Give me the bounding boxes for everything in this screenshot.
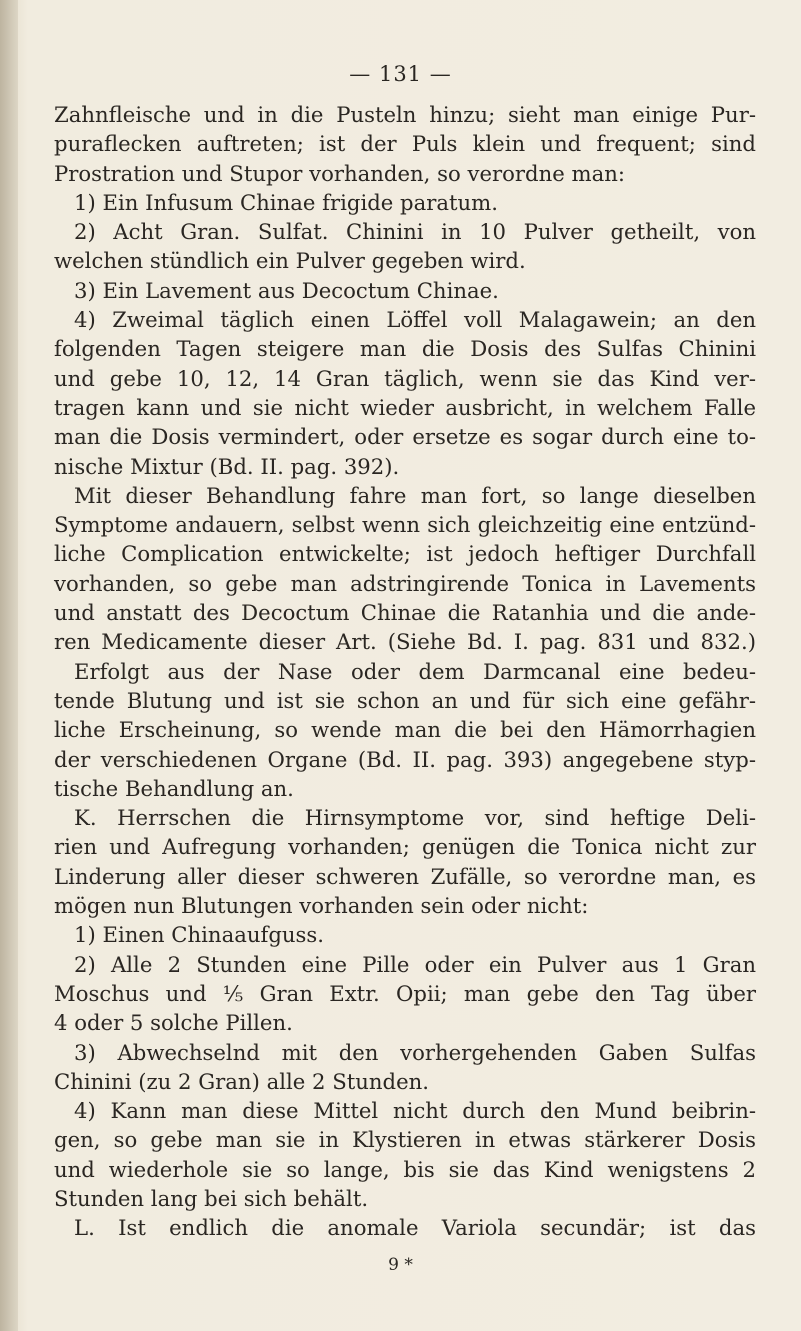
text-line: folgenden Tagen steigere man die Dosis des Sulfas Chinini bbox=[54, 336, 756, 362]
text-line: L. Ist endlich die anomale Variola secundär; ist das bbox=[74, 1215, 756, 1241]
text-line: vorhanden, so gebe man adstringirende Tonica in Lavements bbox=[54, 570, 756, 596]
text-line: Chinini (zu 2 Gran) alle 2 Stunden. bbox=[54, 1068, 430, 1094]
text-line: liche Complication entwickelte; ist jedoch heftiger Durchfall bbox=[54, 541, 756, 567]
text-line: tende Blutung und ist sie schon an und für sich eine gefähr- bbox=[54, 687, 756, 713]
text-line: und wiederhole sie so lange, bis sie das Kind wenigstens 2 bbox=[54, 1156, 756, 1182]
text-line: gen, so gebe man sie in Klystieren in etwas stärkerer Dosis bbox=[54, 1127, 756, 1153]
text-line: Symptome andauern, selbst wenn sich gleichzeitig eine entzünd- bbox=[54, 512, 756, 538]
text-line: tische Behandlung an. bbox=[54, 775, 294, 801]
text-line: ren Medicamente dieser Art. (Siehe Bd. I. pag. 831 und 832.) bbox=[54, 629, 756, 655]
text-line: Linderung aller dieser schweren Zufälle, so verordne man, es bbox=[54, 863, 756, 889]
text-line: welchen stündlich ein Pulver gegeben wird. bbox=[54, 248, 526, 274]
text-line: Prostration und Stupor vorhanden, so verordne man: bbox=[54, 160, 626, 186]
text-line: 2) Alle 2 Stunden eine Pille oder ein Pulver aus 1 Gran bbox=[74, 951, 756, 977]
text-line: 2) Acht Gran. Sulfat. Chinini in 10 Pulver getheilt, von bbox=[74, 219, 756, 245]
text-line: K. Herrschen die Hirnsymptome vor, sind heftige Deli- bbox=[74, 805, 756, 831]
text-line: man die Dosis vermindert, oder ersetze es sogar durch eine to- bbox=[54, 424, 756, 450]
page-gutter bbox=[0, 0, 18, 1331]
text-line: 1) Ein Infusum Chinae frigide paratum. bbox=[74, 189, 498, 215]
text-line: puraflecken auftreten; ist der Puls klein und frequent; sind bbox=[54, 131, 756, 157]
text-line: 3) Ein Lavement aus Decoctum Chinae. bbox=[74, 277, 499, 303]
page-number: — 131 — bbox=[349, 62, 452, 86]
text-line: 4) Zweimal täglich einen Löffel voll Malagawein; an den bbox=[74, 307, 756, 333]
text-line: Zahnfleische und in die Pusteln hinzu; sieht man einige Pur- bbox=[54, 102, 756, 127]
text-line: und anstatt des Decoctum Chinae die Ratanhia und die ande- bbox=[54, 600, 756, 626]
text-line: Moschus und ⅕ Gran Extr. Opii; man gebe den Tag über bbox=[54, 980, 756, 1006]
text-line: 3) Abwechselnd mit den vorhergehenden Gaben Sulfas bbox=[74, 1039, 756, 1065]
text-line: und gebe 10, 12, 14 Gran täglich, wenn sie das Kind ver- bbox=[54, 365, 756, 391]
text-line: tragen kann und sie nicht wieder ausbricht, in welchem Falle bbox=[54, 394, 756, 420]
text-line: 4 oder 5 solche Pillen. bbox=[54, 1010, 293, 1036]
printer-signature: 9 * bbox=[388, 1255, 413, 1275]
text-line: rien und Aufregung vorhanden; genügen die Tonica nicht zur bbox=[54, 834, 756, 860]
text-line: liche Erscheinung, so wende man die bei den Hämorrhagien bbox=[54, 717, 756, 743]
text-line: der verschiedenen Organe (Bd. II. pag. 393) angegebene styp- bbox=[54, 746, 756, 772]
text-line: Erfolgt aus der Nase oder dem Darmcanal eine bedeu- bbox=[74, 658, 756, 684]
body-text bbox=[54, 100, 756, 1243]
text-line: 4) Kann man diese Mittel nicht durch den Mund beibrin- bbox=[74, 1098, 756, 1124]
text-line: 1) Einen Chinaaufguss. bbox=[74, 922, 325, 948]
text-line: mögen nun Blutungen vorhanden sein oder nicht: bbox=[54, 893, 589, 919]
text-line: nische Mixtur (Bd. II. pag. 392). bbox=[54, 453, 400, 479]
text-line: Mit dieser Behandlung fahre man fort, so lange dieselben bbox=[74, 482, 756, 508]
text-line: Stunden lang bei sich behält. bbox=[54, 1185, 369, 1211]
